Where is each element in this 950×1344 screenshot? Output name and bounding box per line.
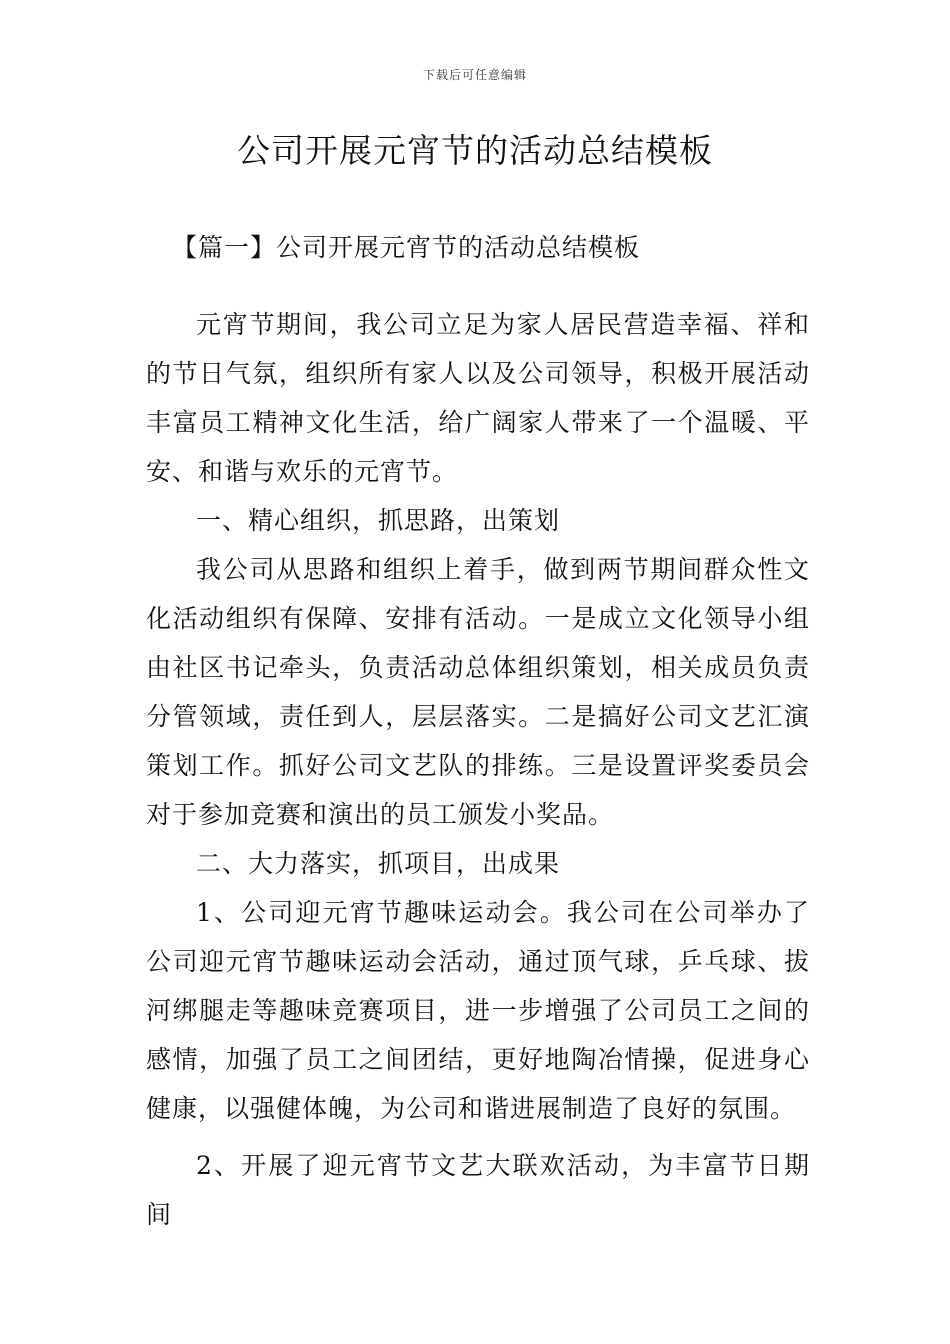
section-subtitle: 【篇一】公司开展元宵节的活动总结模板 [172, 233, 641, 262]
heading-section-2: 二、大力落实，抓项目，出成果 [196, 849, 561, 878]
heading-section-1: 一、精心组织，抓思路，出策划 [196, 506, 561, 535]
paragraph-item-1: 1、公司迎元宵节趣味运动会。我公司在公司举办了公司迎元宵节趣味运动会活动，通过顶气球，乒乓球、拔河绑腿走等趣味竞赛项目，进一步增强了公司员工之间的感情，加强了员工之间团结，更好地陶冶情操，促进身心健康，以强健体魄，为公司和谐进展制造了良好的氛围。 [146, 898, 810, 1123]
document-body [146, 300, 810, 1239]
paragraph-item-2: 2、开展了迎元宵节文艺大联欢活动，为丰富节日期间 [146, 1151, 810, 1229]
document-title: 公司开展元宵节的活动总结模板 [237, 131, 713, 170]
header-note: 下载后可任意编辑 [422, 68, 527, 82]
paragraph-intro: 元宵节期间，我公司立足为家人居民营造幸福、祥和的节日气氛，组织所有家人以及公司领导，积极开展活动丰富员工精神文化生活，给广阔家人带来了一个温暖、平安、和谐与欢乐的元宵节。 [146, 310, 810, 486]
paragraph-section-1: 我公司从思路和组织上着手，做到两节期间群众性文化活动组织有保障、安排有活动。一是成立文化领导小组由社区书记牵头，负责活动总体组织策划，相关成员负责分管领域，责任到人，层层落实。二是搞好公司文艺汇演策划工作。抓好公司文艺队的排练。三是设置评奖委员会对于参加竞赛和演出的员工颁发小奖品。 [146, 555, 810, 829]
